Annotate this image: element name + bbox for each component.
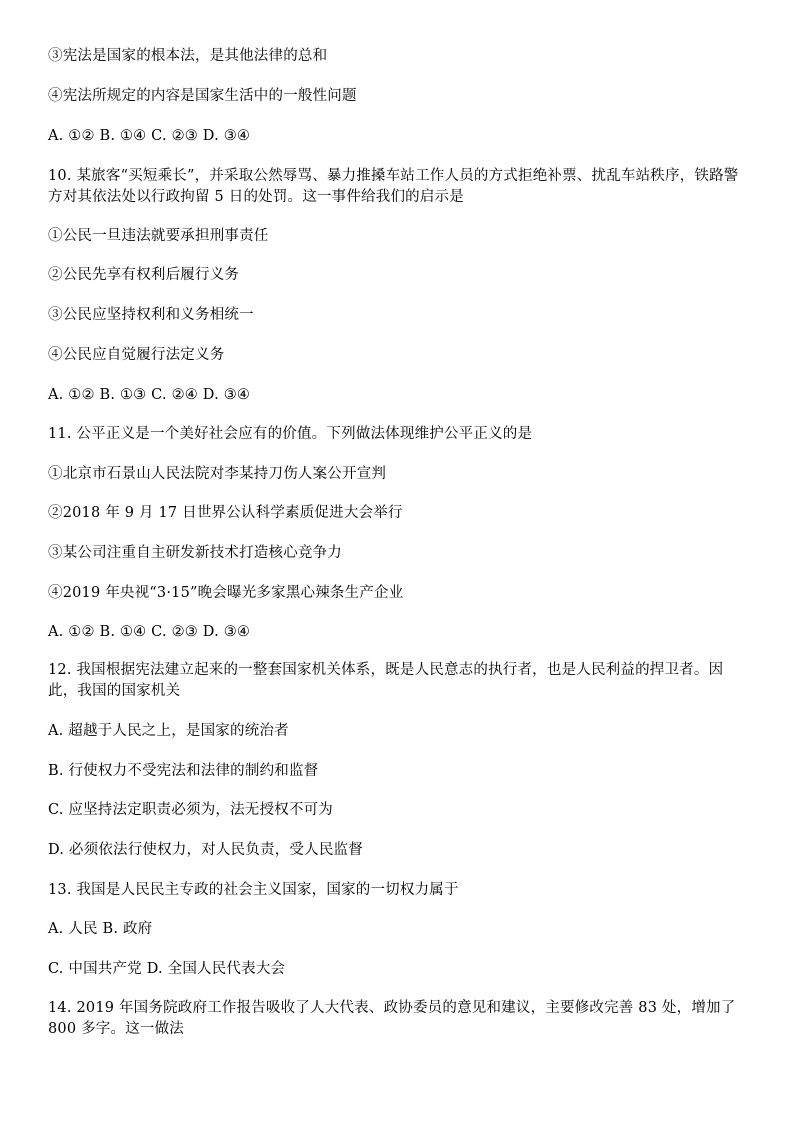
q11-answer-choices: A. ①② B. ①④ C. ②③ D. ③④: [48, 624, 251, 640]
q12-option-d: D. 必须依法行使权力，对人民负责，受人民监督: [48, 842, 363, 858]
q9-answer-choices: A. ①② B. ①④ C. ②③ D. ③④: [48, 128, 251, 144]
q10-option-2: ②公民先享有权利后履行义务: [48, 267, 240, 283]
q13-options-ab: A. 人民 B. 政府: [48, 921, 153, 937]
q12-option-b: B. 行使权力不受宪法和法律的制约和监督: [48, 763, 319, 779]
q9-option-4: ④宪法所规定的内容是国家生活中的一般性问题: [48, 88, 357, 104]
q13-stem: 13. 我国是人民民主专政的社会主义国家，国家的一切权力属于: [48, 882, 459, 898]
q13-options-cd: C. 中国共产党 D. 全国人民代表大会: [48, 961, 286, 977]
q11-option-4: ④2019 年央视“3·15”晚会曝光多家黑心辣条生产企业: [48, 585, 404, 601]
q10-option-4: ④公民应自觉履行法定义务: [48, 347, 225, 363]
q11-option-2: ②2018 年 9 月 17 日世界公认科学素质促进大会举行: [48, 505, 403, 521]
q10-stem: 10. 某旅客“买短乘长”，并采取公然辱骂、暴力推搡车站工作人员的方式拒绝补票、扰乱车站秩序，铁路警方对其依法处以行政拘留 5 日的处罚。这一事件给我们的启示是: [48, 168, 739, 205]
q10-option-1: ①公民一旦违法就要承担刑事责任: [48, 228, 269, 244]
q12-option-c: C. 应坚持法定职责必须为，法无授权不可为: [48, 802, 333, 818]
q12-option-a: A. 超越于人民之上，是国家的统治者: [48, 723, 289, 739]
q10-answer-choices: A. ①② B. ①③ C. ②④ D. ③④: [48, 387, 251, 403]
q11-option-3: ③某公司注重自主研发新技术打造核心竞争力: [48, 545, 342, 561]
q9-option-3: ③宪法是国家的根本法，是其他法律的总和: [48, 48, 328, 64]
q14-stem: 14. 2019 年国务院政府工作报告吸收了人大代表、政协委员的意见和建议，主要修改完善 83 处，增加了 800 多字。这一做法: [48, 1000, 736, 1037]
q11-option-1: ①北京市石景山人民法院对李某持刀伤人案公开宣判: [48, 466, 387, 482]
q11-stem: 11. 公平正义是一个美好社会应有的价值。下列做法体现维护公平正义的是: [48, 426, 533, 442]
q10-option-3: ③公民应坚持权利和义务相统一: [48, 307, 254, 323]
q12-stem: 12. 我国根据宪法建立起来的一整套国家机关体系，既是人民意志的执行者，也是人民利益的捍卫者。因此，我国的国家机关: [48, 662, 724, 699]
